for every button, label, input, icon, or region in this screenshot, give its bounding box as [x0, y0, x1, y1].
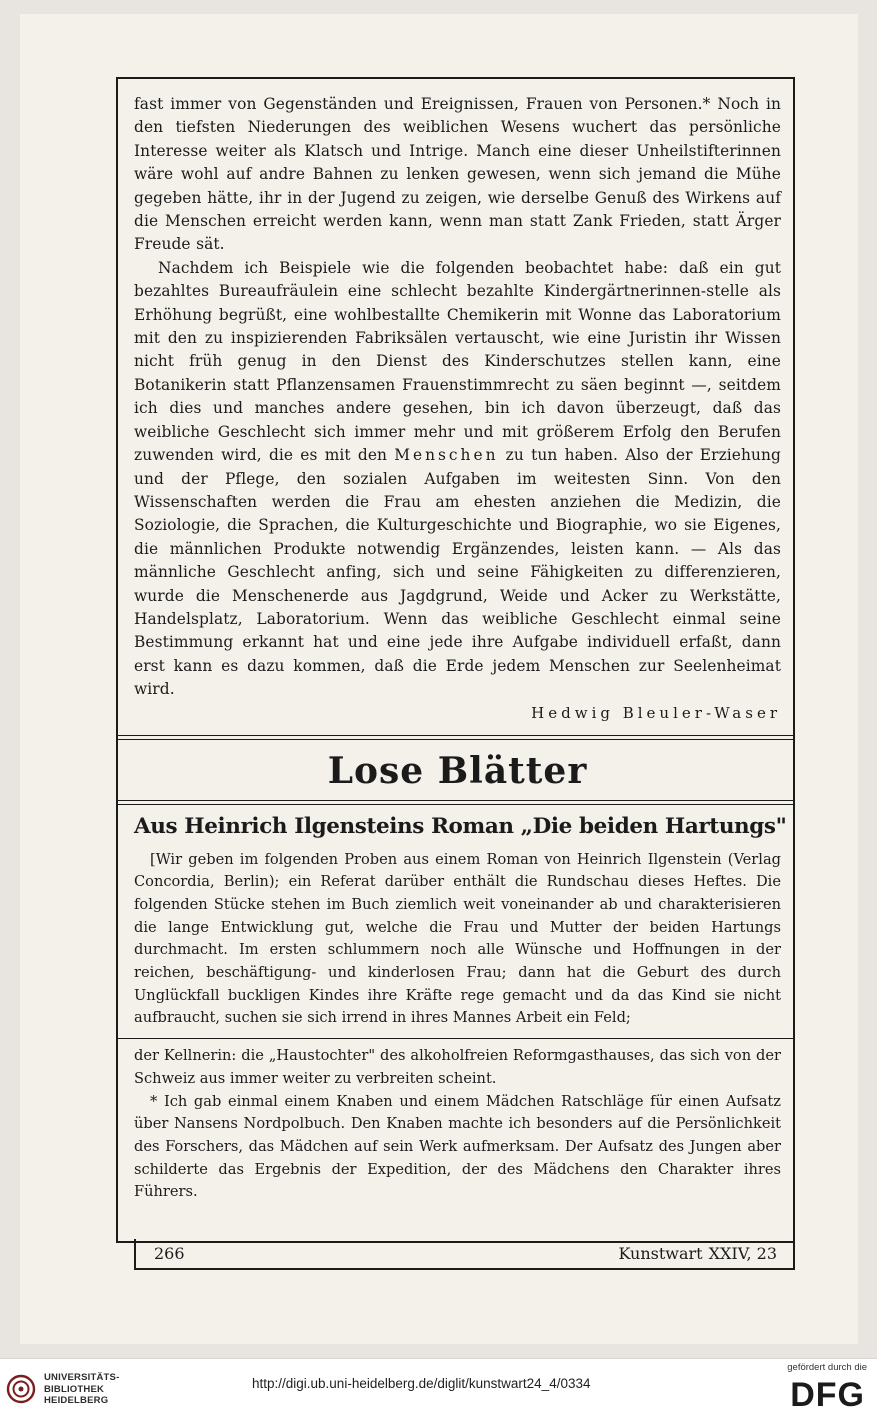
editorial-note: [Wir geben im folgenden Proben aus einem Roman von Heinrich Ilgenstein (Verlag Concordia, Berlin); ein Referat darüber enthält die Rundschau dieses Heftes. Die folgenden Stücke stehen im Buch ziemlich weit voneinander ab und charakterisieren die lange Entwicklung gut, welche die Frau und Mutter der beiden Hartungs durchmacht. Im ersten schlummern noch alle Wünsche und Hoffnungen in der reichen, beschäftigung- und kinderlosen Frau; dann hat die Geburt des durch Unglückfall buckligen Kindes ihre Kräfte rege gemacht und da das Kind sie nicht aufbraucht, suchen sie sich irrend in ihres Mannes Arbeit ein Feld; — [134, 850, 781, 1027]
dfg-logo: DFG — [790, 1376, 865, 1414]
article2-title: Aus Heinrich Ilgensteins Roman „Die beiden Hartungs" — [134, 813, 787, 839]
library-line-3: HEIDELBERG — [44, 1395, 109, 1406]
library-line-1: UNIVERSITÄTS- — [44, 1372, 120, 1383]
journal-name: Kunstwart — [618, 1244, 703, 1263]
article1-paragraph-2-part-b: zu tun haben. Also der Erziehung und der Pflege, den sozialen Aufgaben im weitesten Sinn. Von den Wissenschaften werden die Frau am ehesten anziehen die Medizin, die Soziologie, die Sprachen, die Kulturgeschichte und Biographie, wo sie Eigenes, die männlichen Produkte notwendig Ergänzendes, leisten kann. — Als das männliche Geschlecht anfing, sich und seine Fähigkeiten zu differenzieren, wurde die Menschenerde aus Jagdgrund, Weide und Acker zu Werkstätte, Handelsplatz, Laboratorium. Wenn das weibliche Geschlecht einmal seine Bestimmung erkannt hat und eine jede ihre Aufgabe individuell erfaßt, dann erst kann es dazu kommen, daß die Erde jedem Menschen zur Seelenheimat wird. — [134, 446, 781, 699]
footnote-continuation: der Kellnerin: die „Haustochter" des alkoholfreien Reformgasthauses, das sich von der Schweiz aus immer weiter zu verbreiten scheint. — [134, 1047, 781, 1087]
funding-caption: gefördert durch die — [787, 1362, 867, 1373]
footnote: * Ich gab einmal einem Knaben und einem Mädchen Ratschläge für einen Aufsatz über Nansens Nordpolbuch. Den Knaben machte ich besonders auf die Persönlichkeit des Forschers, das Mädchen auf sein Werk aufmerksam. Der Aufsatz des Jungen aber schilderte das Ergebnis der Expedition, der des Mädchens den Charakter ihres Führers. — [134, 1092, 781, 1201]
library-line-2: BIBLIOTHEK — [44, 1383, 105, 1395]
page-content — [118, 79, 793, 1241]
university-seal-icon — [6, 1374, 36, 1404]
author-signature: Hedwig Bleuler-Waser — [531, 703, 781, 722]
library-name — [44, 1372, 154, 1407]
permalink-url[interactable]: http://digi.ub.uni-heidelberg.de/diglit/kunstwart24_4/0334 — [252, 1376, 591, 1391]
footnote-divider — [118, 1038, 793, 1039]
page-frame — [116, 77, 795, 1243]
article1-emphasis-menschen: Menschen — [394, 446, 499, 465]
article1-paragraph-1: fast immer von Gegenständen und Ereignissen, Frauen von Personen.* Noch in den tiefsten Niederungen des weiblichen Wesens wuchert das persönliche Interesse weiter als Klatsch und Intrige. Manch eine dieser Unheilstifterinnen wäre wohl auf andre Bahnen zu lenken gewesen, wenn sich jemand die Mühe gegeben hätte, ihr in der Jugend zu zeigen, wie derselbe Genuß des Wirkens auf die Menschen erreicht werden kann, wenn man statt Zank Frieden, statt Ärger Freude sät. — [134, 95, 781, 254]
article1-paragraph-2 — [134, 257, 781, 702]
journal-info — [612, 1244, 777, 1263]
section-divider-top — [118, 735, 793, 740]
article1-paragraph-2-part-a: Nachdem ich Beispiele wie die folgenden beobachtet habe: daß ein gut bezahltes Bureaufräulein eine schlecht bezahlte Kindergärtnerinnen-stelle als Erhöhung begrüßt, eine wohlbestallte Chemikerin mit Wonne das Laboratorium mit den zu inspizierenden Fabriksälen vertauscht, wie eine Juristin ihr Wissen nicht früh genug in den Dienst des Kinderschutzes stellen kann, eine Botanikerin statt Pflanzensamen Frauenstimmrecht zu säen beginnt —, seitdem ich dies und manches andere gesehen, bin ich davon überzeugt, daß das weibliche Geschlecht sich immer mehr und mit größerem Erfolg den Berufen zuwenden wird, die es mit den — [134, 258, 781, 465]
section-divider-bottom — [118, 800, 793, 805]
journal-volume: XXIV, 23 — [708, 1244, 777, 1263]
page-footer — [134, 1239, 795, 1270]
section-title: Lose Blätter — [327, 749, 588, 792]
page-number: 266 — [154, 1244, 185, 1263]
